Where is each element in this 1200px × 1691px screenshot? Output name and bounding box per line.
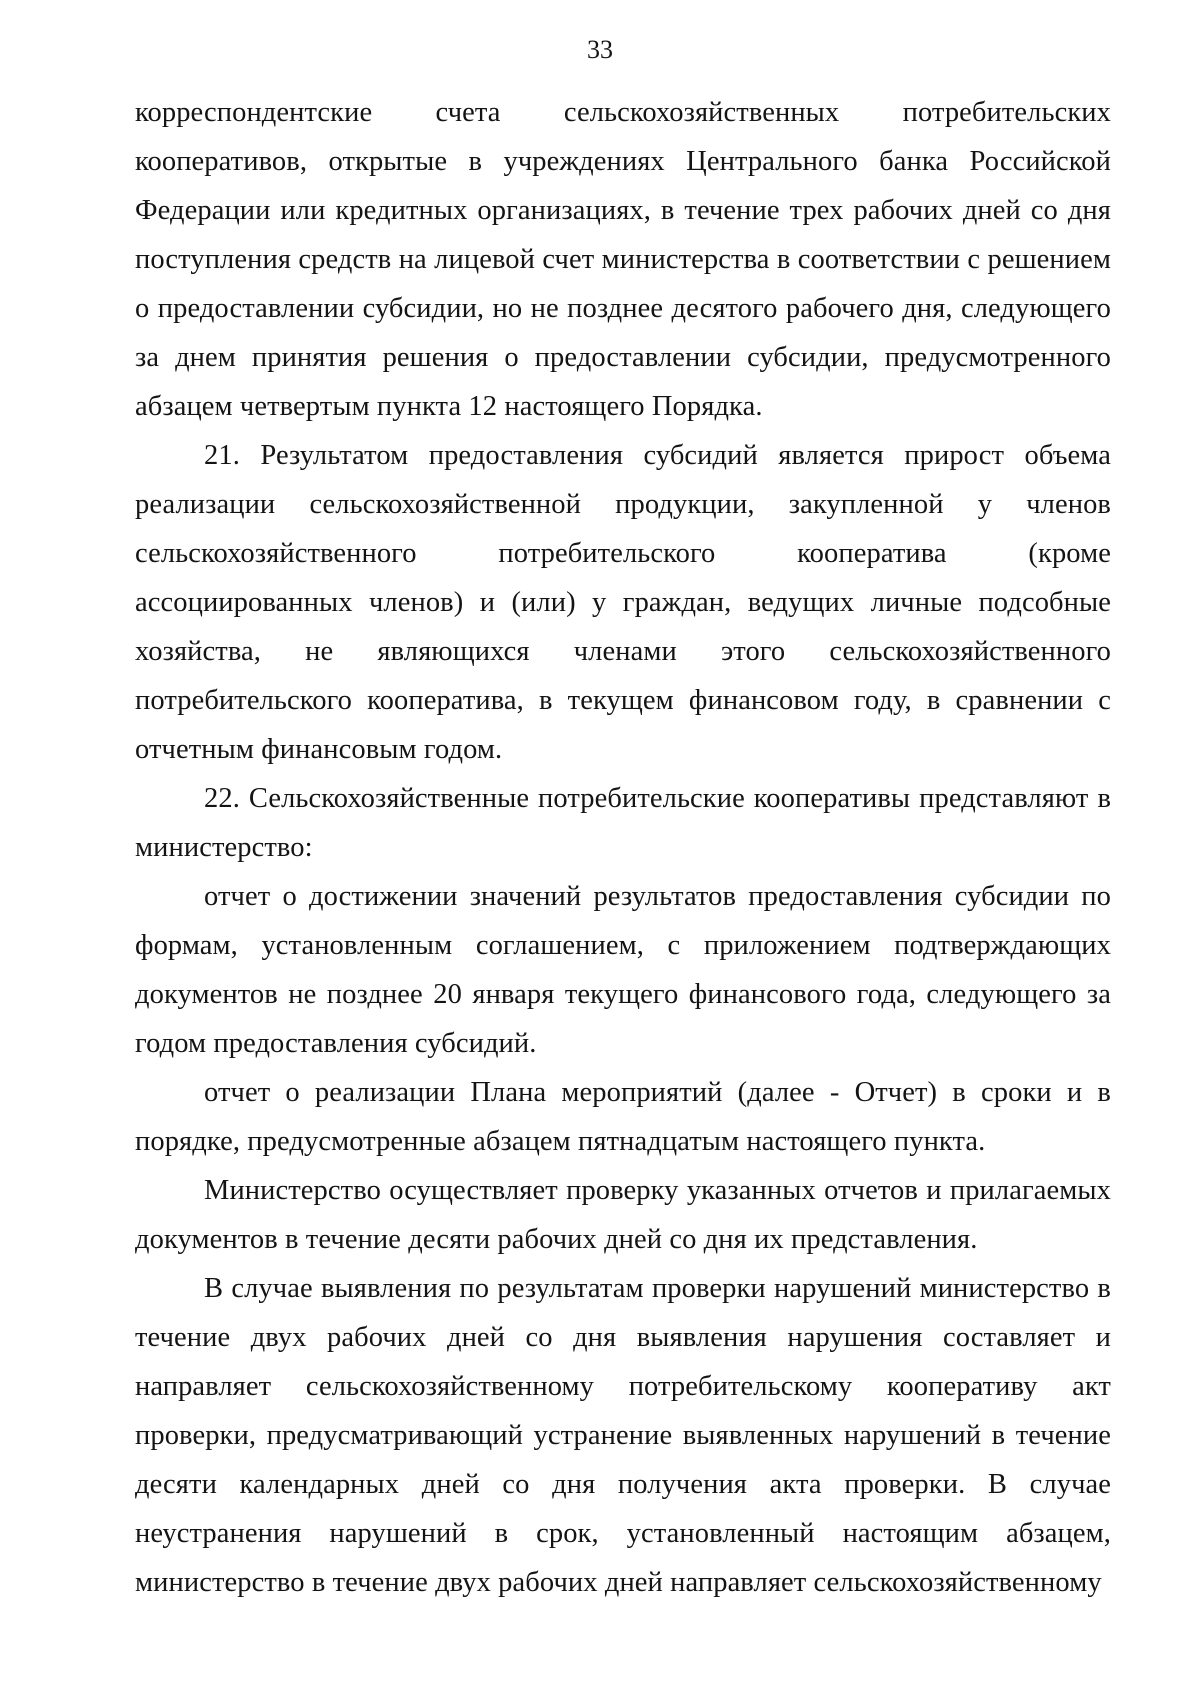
paragraph-ministry-check: Министерство осуществляет проверку указанных отчетов и прилагаемых документов в течение десяти рабочих дней со дня их представления. [135, 1175, 1111, 1255]
paragraph-report-plan: отчет о реализации Плана мероприятий (далее - Отчет) в сроки и в порядке, предусмотренные абзацем пятнадцатым настоящего пункта. [135, 1077, 1111, 1157]
paragraph-item-21: 21. Результатом предоставления субсидий является прирост объема реализации сельскохозяйственной продукции, закупленной у членов сельскохозяйственного потребительского кооператива (кроме ассоциированных членов) и (или) у граждан, ведущих личные подсобные хозяйства, не являющихся членами этого сельскохозяйственного потребительского кооператива, в текущем финансовом году, в сравнении с отчетным финансовым годом. [135, 440, 1111, 765]
document-body [135, 88, 1111, 1607]
paragraph-item-22: 22. Сельскохозяйственные потребительские кооперативы представляют в министерство: [135, 783, 1111, 863]
paragraph-violations: В случае выявления по результатам проверки нарушений министерство в течение двух рабочих дней со дня выявления нарушения составляет и направляет сельскохозяйственному потребительскому кооперативу акт проверки, предусматривающий устранение выявленных нарушений в течение десяти календарных дней со дня получения акта проверки. В случае неустранения нарушений в срок, установленный настоящим абзацем, министерство в течение двух рабочих дней направляет сельскохозяйственному [135, 1273, 1111, 1598]
page-number: 33 [587, 35, 613, 64]
paragraph-continuation: корреспондентские счета сельскохозяйственных потребительских кооперативов, открытые в учреждениях Центрального банка Российской Федерации или кредитных организациях, в течение трех рабочих дней со дня поступления средств на лицевой счет министерства в соответствии с решением о предоставлении субсидии, но не позднее десятого рабочего дня, следующего за днем принятия решения о предоставлении субсидии, предусмотренного абзацем четвертым пункта 12 настоящего Порядка. [135, 97, 1111, 422]
paragraph-report-results: отчет о достижении значений результатов предоставления субсидии по формам, установленным соглашением, с приложением подтверждающих документов не позднее 20 января текущего финансового года, следующего за годом предоставления субсидий. [135, 881, 1111, 1059]
